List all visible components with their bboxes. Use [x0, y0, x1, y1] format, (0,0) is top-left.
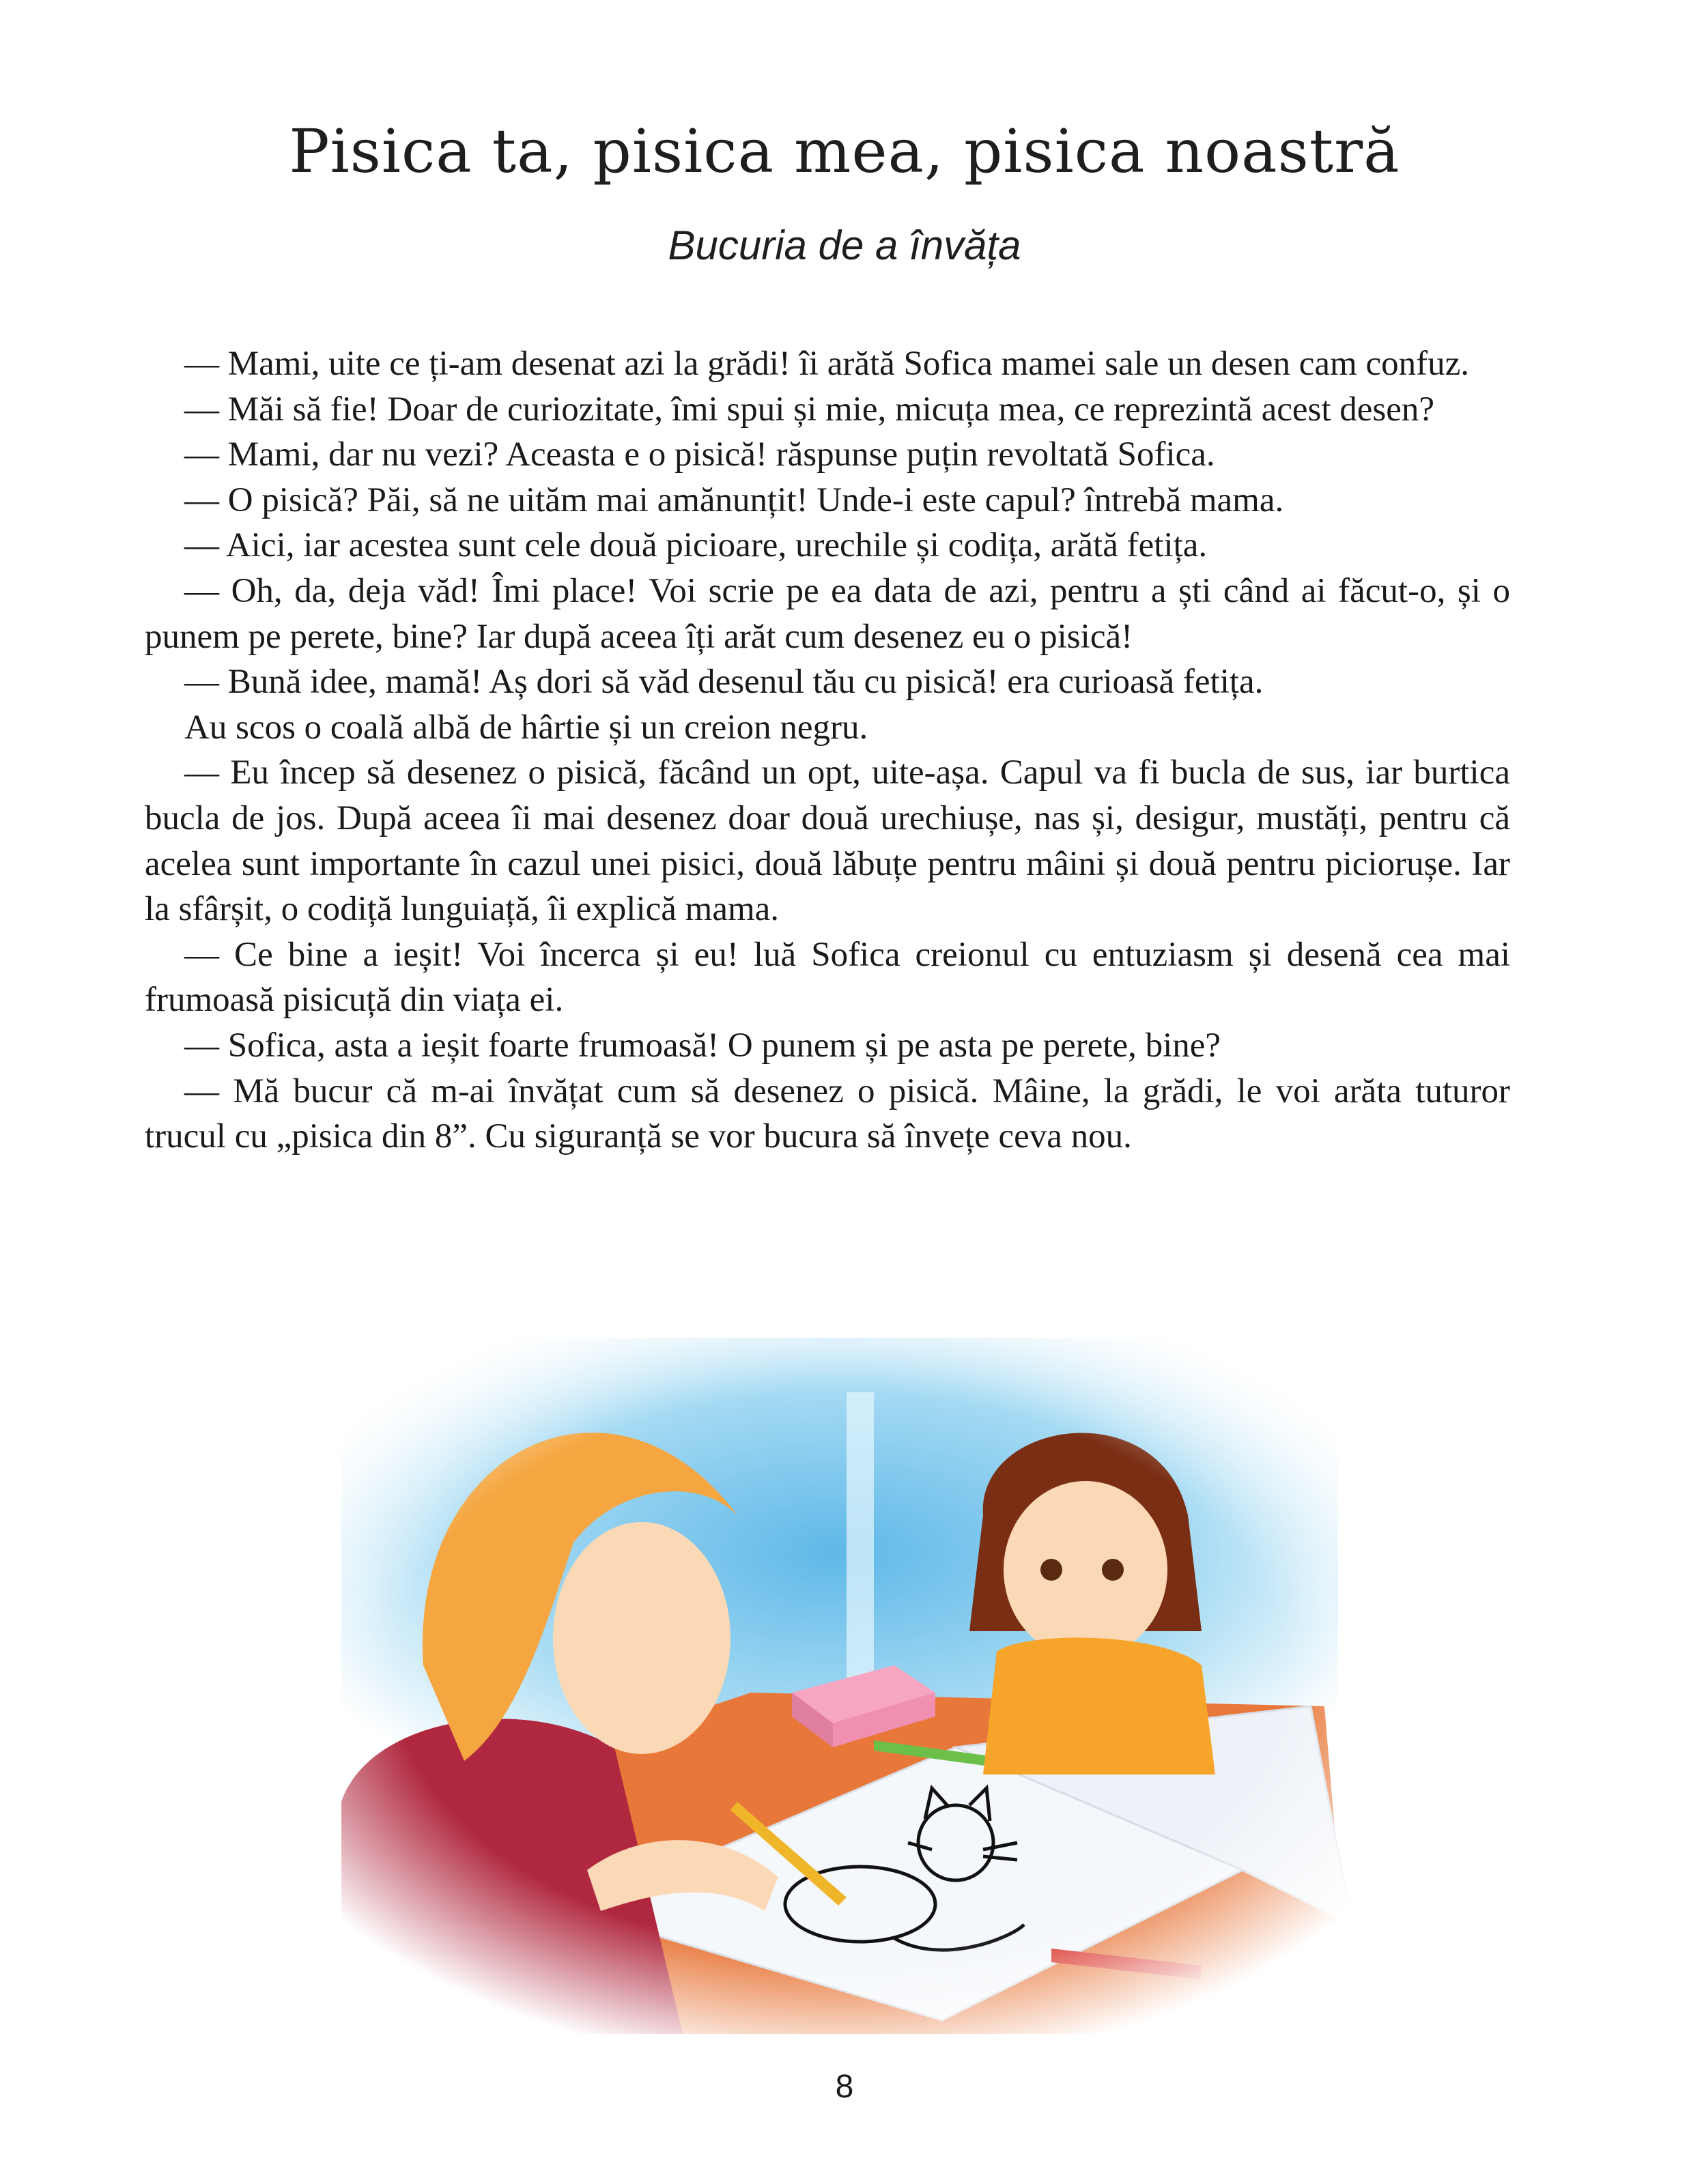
paragraph: — Sofica, asta a ieșit foarte frumoasă! O punem și pe asta pe perete, bine? — [184, 1026, 1221, 1065]
paragraph: — Măi să fie! Doar de curiozitate, îmi spui și mie, micuța mea, ce reprezintă acest desen? — [184, 390, 1434, 429]
paragraph: — Oh, da, deja văd! Îmi place! Voi scrie pe ea data de azi, pentru a ști când ai făcut-o, și o punem pe perete, bine? Iar după aceea îți arăt cum desenez eu o pisică! — [145, 571, 1510, 656]
paragraph: — O pisică? Păi, să ne uităm mai amănunțit! Unde-i este capul? întrebă mama. — [184, 480, 1284, 519]
paragraph: — Mă bucur că m-ai învățat cum să desenez o pisică. Mâine, la grădi, le voi arăta tuturor trucul cu „pisica din 8”. Cu siguranță se vor bucura să învețe ceva nou. — [145, 1072, 1510, 1156]
paragraph: — Mami, uite ce ți-am desenat azi la grădi! îi arătă Sofica mamei sale un desen cam confuz. — [184, 345, 1469, 383]
paragraph: — Eu încep să desenez o pisică, făcând un opt, uite-așa. Capul va fi bucla de sus, iar burtica bucla de jos. După aceea îi mai desenez doar două urechiușe, nas și, desigur, mustăți, pentru că acelea sunt importante în cazul unei pisici, două lăbuțe pentru mâini și două pentru piciorușe. Iar la sfârșit, o codiță lunguiață, îi explică mama. — [145, 753, 1510, 929]
page-title: Pisica ta, pisica mea, pisica noastră — [289, 116, 1400, 186]
page-subtitle: Bucuria de a învăța — [668, 222, 1021, 268]
story-text — [145, 341, 1510, 1160]
paragraph: — Mami, dar nu vezi? Aceasta e o pisică! răspunse puțin revoltată Sofica. — [184, 435, 1215, 474]
paragraph: Au scos o coală albă de hârtie și un creion negru. — [184, 708, 868, 747]
paragraph: — Ce bine a ieșit! Voi încerca și eu! luă Sofica creionul cu entuziasm și desenă cea mai frumoasă pisicuță din viața ei. — [145, 935, 1510, 1020]
illustration-mother-daughter-drawing — [259, 1310, 1420, 2034]
paragraph: — Bună idee, mamă! Aș dori să văd desenul tău cu pisică! era curioasă fetița. — [184, 663, 1264, 702]
page-number: 8 — [835, 2069, 854, 2105]
paragraph: — Aici, iar acestea sunt cele două picioare, urechile și codița, arătă fetița. — [184, 526, 1208, 565]
